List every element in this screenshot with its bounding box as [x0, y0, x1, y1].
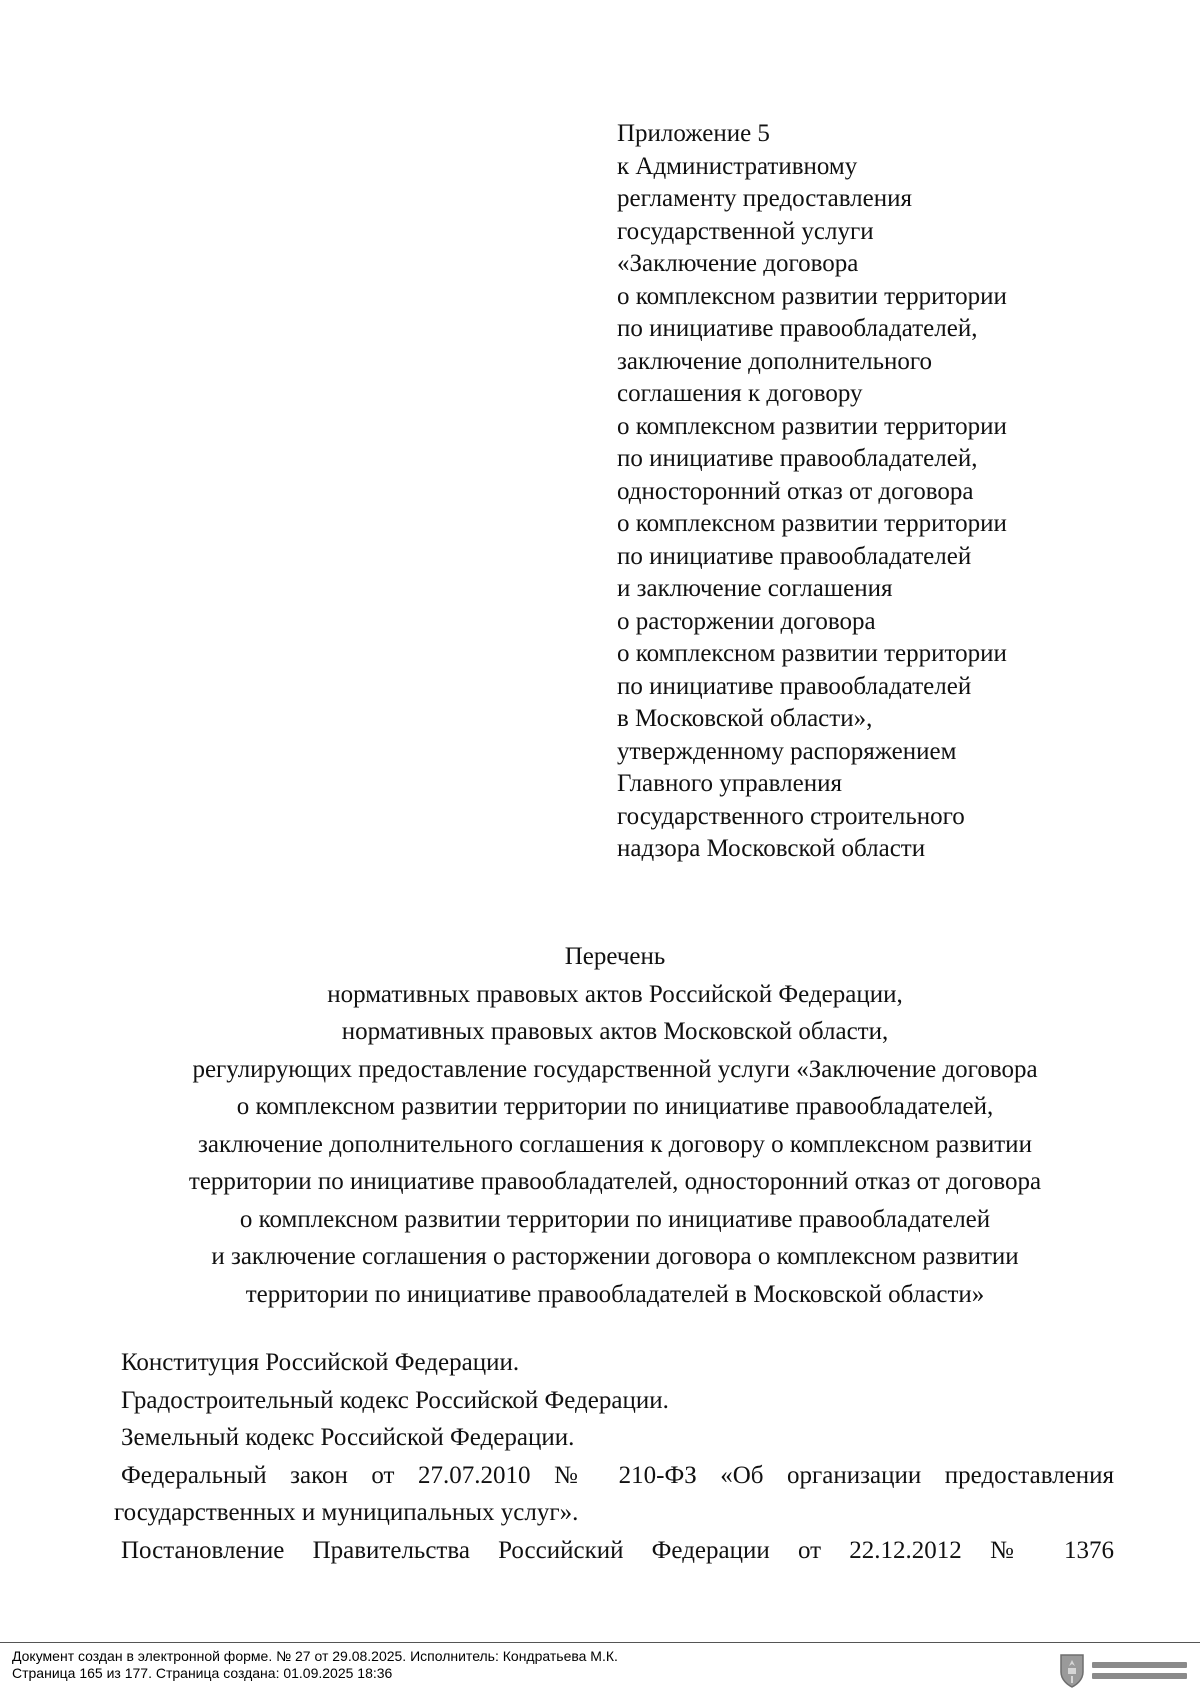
appendix-line: по инициативе правообладателей,	[617, 315, 978, 342]
logo-text-line	[1092, 1662, 1187, 1668]
logo-text-line	[1092, 1673, 1187, 1679]
legal-acts-list	[114, 1344, 1114, 1569]
title-line: Перечень	[564, 943, 666, 970]
title-line: и заключение соглашения о расторжении договора о комплексном развитии	[211, 1243, 1019, 1270]
logo-wordmark	[1092, 1653, 1187, 1687]
appendix-line: «Заключение договора	[617, 250, 859, 277]
title-line: заключение дополнительного соглашения к договору о комплексном развитии	[198, 1130, 1032, 1158]
appendix-line: по инициативе правообладателей	[617, 542, 972, 570]
appendix-line: надзора Московской области	[617, 835, 926, 862]
appendix-line: о комплексном развитии территории	[617, 282, 1007, 310]
legal-act-item: Земельный кодекс Российской Федерации.	[121, 1424, 575, 1451]
appendix-line: о комплексном развитии территории	[617, 412, 1007, 440]
title-line: нормативных правовых актов Московской области,	[341, 1018, 889, 1045]
appendix-line: в Московской области»,	[617, 705, 873, 732]
footer-divider	[0, 1642, 1200, 1643]
title-line: территории по инициативе правообладателей в Московской области»	[245, 1280, 985, 1308]
appendix-line: Главного управления	[617, 770, 842, 797]
appendix-line: о расторжении договора	[617, 607, 876, 635]
appendix-line: о комплексном развитии территории	[617, 640, 1007, 667]
page-footer	[12, 1648, 1012, 1682]
document-title	[100, 938, 1130, 1313]
appendix-line: к Административному	[617, 152, 858, 180]
appendix-line: Приложение 5	[617, 120, 770, 147]
legal-act-item: Градостроительный кодекс Российской Федерации.	[121, 1386, 669, 1414]
government-logo	[1058, 1650, 1192, 1690]
legal-act-item: Постановление Правительства Российский Федерации от 22.12.2012 № 1376	[121, 1536, 1114, 1564]
appendix-line: о комплексном развитии территории	[617, 510, 1007, 537]
appendix-line: государственного строительного	[617, 802, 965, 830]
appendix-line: по инициативе правообладателей,	[617, 445, 978, 472]
appendix-line: и заключение соглашения	[617, 575, 893, 602]
appendix-line: регламенту предоставления	[617, 185, 913, 212]
appendix-line: заключение дополнительного	[617, 347, 933, 375]
title-line: регулирующих предоставление государственной услуги «Заключение договора	[192, 1055, 1038, 1083]
title-line: территории по инициативе правообладателей, односторонний отказ от договора	[188, 1168, 1042, 1195]
footer-document-info: Документ создан в электронной форме. № 27 от 29.08.2025. Исполнитель: Кондратьева М.К.	[12, 1648, 618, 1664]
appendix-line: по инициативе правообладателей	[617, 672, 972, 700]
footer-page-info: Страница 165 из 177. Страница создана: 01.09.2025 18:36	[12, 1665, 393, 1681]
coat-of-arms-icon	[1058, 1652, 1086, 1688]
title-line: о комплексном развитии территории по инициативе правообладателей,	[236, 1093, 994, 1120]
appendix-line: государственной услуги	[617, 217, 874, 245]
appendix-line: соглашения к договору	[617, 380, 863, 407]
legal-act-item: Конституция Российской Федерации.	[121, 1349, 520, 1376]
appendix-header	[617, 118, 1137, 866]
title-line: нормативных правовых актов Российской Федерации,	[327, 980, 903, 1008]
legal-act-item: Федеральный закон от 27.07.2010 № 210-ФЗ «Об организации предоставления государственных и муниципальных услуг».	[114, 1461, 1114, 1526]
appendix-line: односторонний отказ от договора	[617, 477, 974, 505]
appendix-line: утвержденному распоряжением	[617, 737, 957, 765]
title-line: о комплексном развитии территории по инициативе правообладателей	[239, 1205, 991, 1233]
